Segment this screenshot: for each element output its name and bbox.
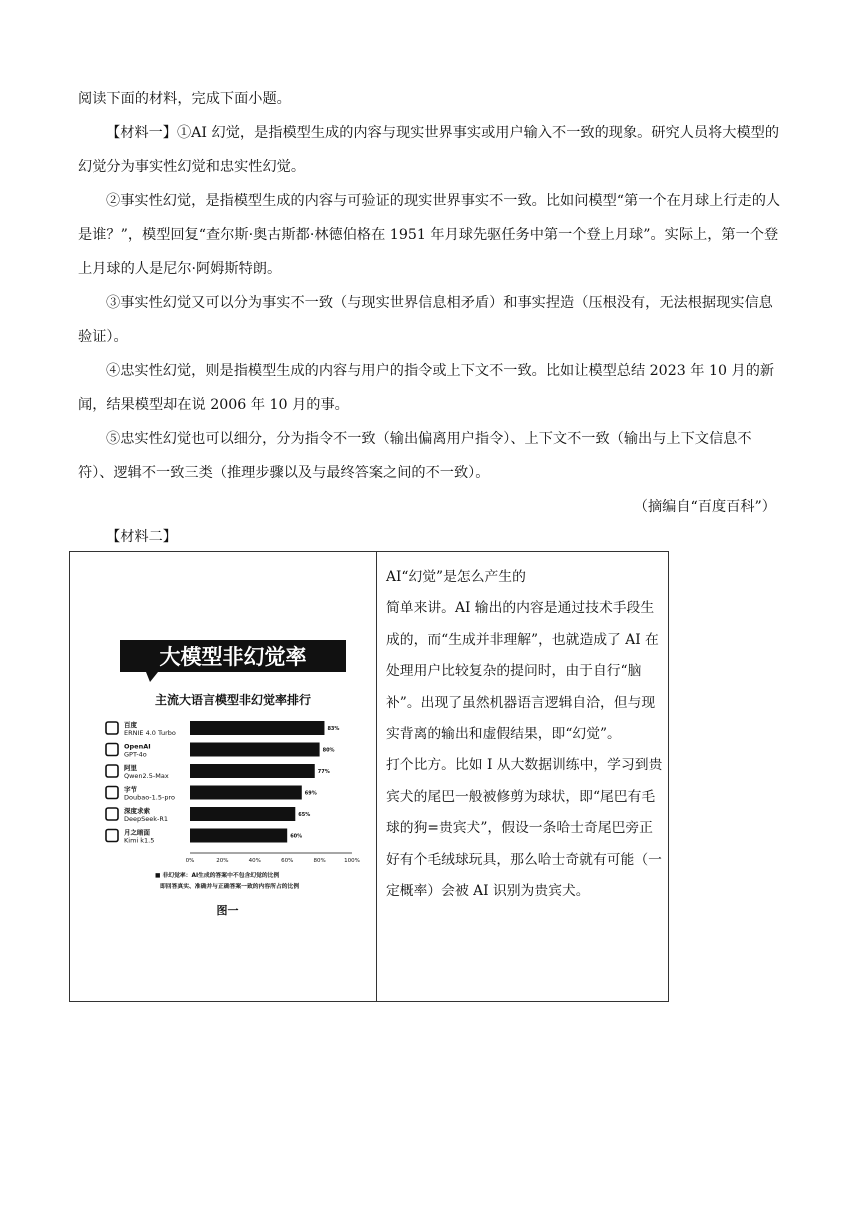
material2-label: 【材料二】 bbox=[106, 529, 177, 545]
material1-source: （摘编自“百度百科”） bbox=[633, 499, 776, 515]
bar bbox=[190, 721, 324, 735]
vendor-label: 字节 bbox=[124, 785, 137, 794]
material1-paragraph-2: ②事实性幻觉，是指模型生成的内容与可验证的现实世界事实不一致。比如问模型“第一个在月球上行走的人是谁？”，模型回复“查尔斯·奥古斯都·林德伯格在 1951 年月球先驱任务中第一个登上月球”。实际上，第一个登上月球的人是尼尔·阿姆斯特朗。 bbox=[78, 193, 781, 277]
openai-logo bbox=[106, 744, 118, 756]
material2-table bbox=[69, 551, 669, 1002]
deepseek-logo bbox=[106, 808, 118, 820]
bar bbox=[190, 786, 302, 800]
bar-value-label: 69% bbox=[304, 790, 317, 797]
bar-value-label: 60% bbox=[290, 833, 303, 840]
material1-paragraph-1 bbox=[78, 116, 783, 184]
vendor-label: 阿里 bbox=[124, 764, 137, 772]
model-label: Doubao-1.5-pro bbox=[124, 793, 175, 802]
x-tick-label: 60% bbox=[281, 858, 294, 864]
model-label: Kimi k1.5 bbox=[124, 836, 155, 845]
model-label: Qwen2.5-Max bbox=[124, 772, 169, 780]
x-tick-label: 80% bbox=[313, 858, 326, 864]
bar-value-label: 83% bbox=[327, 726, 340, 732]
model-label: DeepSeek-R1 bbox=[124, 815, 169, 823]
material2-text-para-2: 打个比方。比如 I 从大数据训练中，学习到贵宾犬的尾巴一般被修剪为球状，即“尾巴有毛球的狗=贵宾犬”，假设一条哈士奇尾巴旁正好有个毛绒球玩具，那么哈士奇就有可能（一定概率）会被 AI 识别为贵宾犬。 bbox=[386, 757, 663, 900]
qwen-logo bbox=[106, 765, 118, 777]
non-hallucination-chart bbox=[100, 622, 360, 922]
figure-caption: 图一 bbox=[216, 904, 239, 917]
vendor-label: 月之暗面 bbox=[124, 828, 150, 837]
bar bbox=[190, 829, 287, 843]
material2-text-heading: AI“幻觉”是怎么产生的 bbox=[386, 569, 526, 585]
x-tick-label: 20% bbox=[216, 858, 229, 864]
bar bbox=[190, 743, 320, 757]
bar-value-label: 80% bbox=[322, 747, 335, 754]
chart-footnote: ■ 非幻觉率：AI生成的答案中不包含幻觉的比例 bbox=[155, 873, 280, 879]
vendor-label: 深度求索 bbox=[124, 807, 150, 815]
doubao-logo bbox=[106, 787, 118, 799]
material1-label: 【材料一】 bbox=[106, 125, 177, 141]
material1-paragraph-3: ③事实性幻觉又可以分为事实不一致（与现实世界信息相矛盾）和事实捏造（压根没有，无法根据现实信息验证）。 bbox=[78, 295, 773, 345]
kimi-logo bbox=[106, 830, 118, 842]
bar-value-label: 77% bbox=[317, 769, 330, 775]
x-tick-label: 40% bbox=[248, 858, 261, 864]
material2-text-cell bbox=[386, 562, 666, 907]
material1-paragraph-4: ④忠实性幻觉，则是指模型生成的内容与用户的指令或上下文不一致。比如让模型总结 2023 年 10 月的新闻，结果模型却在说 2006 年 10 月的事。 bbox=[78, 363, 775, 413]
model-label: GPT-4o bbox=[124, 750, 147, 759]
chart-title: 大模型非幻觉率 bbox=[159, 645, 307, 669]
figure-1 bbox=[100, 622, 360, 952]
model-label: ERNIE 4.0 Turbo bbox=[124, 729, 176, 737]
material1-p1-text: ①AI 幻觉，是指模型生成的内容与现实世界事实或用户输入不一致的现象。研究人员将大模型的幻觉分为事实性幻觉和忠实性幻觉。 bbox=[78, 125, 780, 175]
x-tick-label: 0% bbox=[185, 858, 195, 864]
vendor-label: 百度 bbox=[124, 721, 137, 729]
intro-instruction: 阅读下面的材料，完成下面小题。 bbox=[78, 91, 291, 107]
chart-subtitle: 主流大语言模型非幻觉率排行 bbox=[154, 693, 312, 707]
bar-value-label: 65% bbox=[298, 812, 311, 818]
bar bbox=[190, 807, 295, 821]
bar bbox=[190, 764, 315, 778]
baidu-logo bbox=[106, 722, 118, 734]
material1-paragraph-5: ⑤忠实性幻觉也可以细分，分为指令不一致（输出偏离用户指令）、上下文不一致（输出与上下文信息不符）、逻辑不一致三类（推理步骤以及与最终答案之间的不一致）。 bbox=[78, 431, 752, 481]
vendor-label: OpenAI bbox=[124, 742, 151, 751]
chart-footnote: 即回答真实、准确并与正确答案一致的内容所占的比例 bbox=[160, 884, 300, 890]
table-divider bbox=[376, 552, 377, 1001]
x-tick-label: 100% bbox=[344, 858, 360, 864]
material2-text-para-1: 简单来讲。AI 输出的内容是通过技术手段生成的，而“生成并非理解”，也就造成了 AI 在处理用户比较复杂的提问时，由于自行“脑补”。出现了虽然机器语言逻辑自洽，但与现实背离的输出和虚假结果，即“幻觉”。 bbox=[386, 600, 659, 743]
